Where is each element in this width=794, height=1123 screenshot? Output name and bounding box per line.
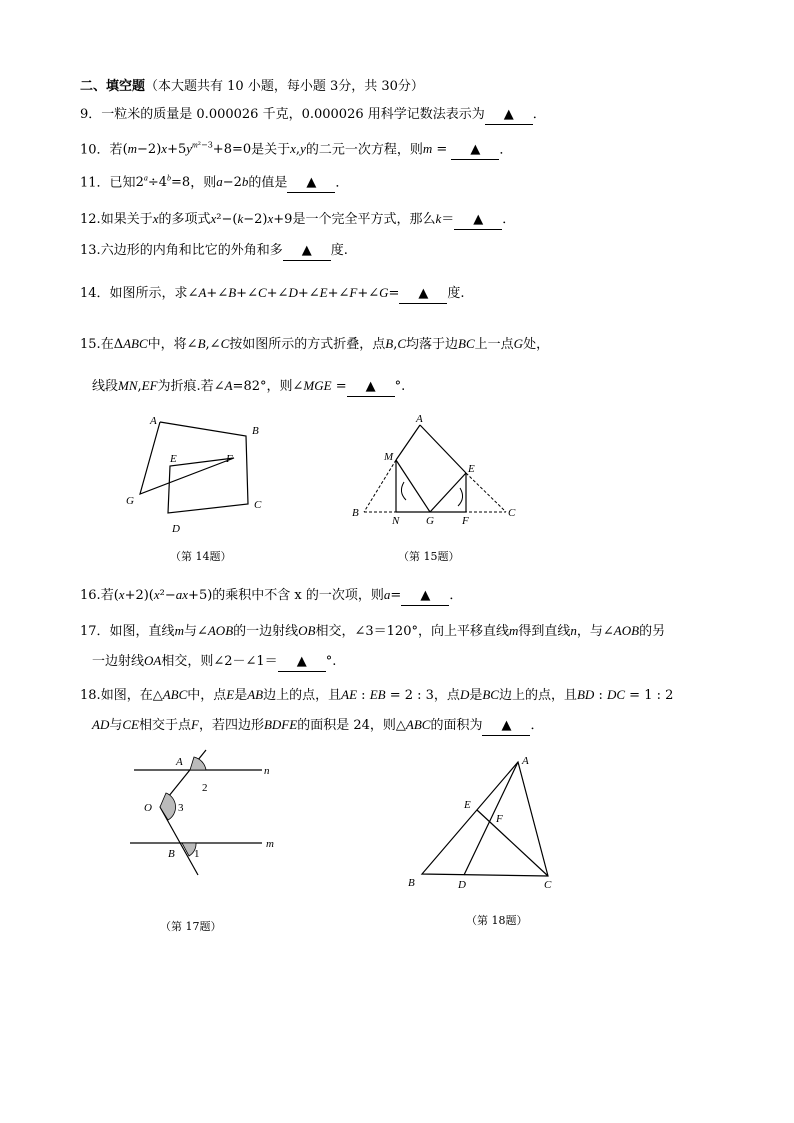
fig14-label: F — [226, 453, 233, 465]
question-text: 的多项式 — [158, 212, 211, 227]
question-text: 如图所示，求 — [109, 286, 188, 301]
math-expression: ∠MGE = — [292, 378, 347, 394]
question-number: 12. — [80, 212, 101, 227]
fig17-label: A — [176, 756, 183, 768]
question-number: 17． — [80, 624, 110, 639]
question-text: 是 — [469, 688, 483, 703]
question-text: 与 — [109, 718, 123, 733]
answer-blank[interactable]: ▲ — [399, 285, 447, 304]
question-text: 与∠ — [183, 624, 208, 639]
fig14-label: B — [252, 425, 259, 437]
fig17-label: B — [168, 848, 175, 860]
answer-blank[interactable]: ▲ — [278, 653, 326, 672]
fig17-label: O — [144, 802, 152, 814]
question-text: ，则 — [266, 379, 293, 394]
question-text: 一粒米的质量是 0.000026 千克，0.000026 用科学记数法表示为 — [101, 107, 485, 122]
question-text: 若 — [100, 588, 114, 603]
fig15-label: G — [426, 515, 434, 527]
question-text: 的另 — [639, 624, 666, 639]
fig17-label: n — [264, 765, 270, 777]
question-17-line2: 一边射线OA相交，则∠2－∠1＝ ▲ °. — [92, 652, 336, 672]
question-10 — [80, 137, 512, 160]
question-text: ，则 — [190, 175, 217, 191]
answer-blank[interactable]: ▲ — [451, 141, 499, 160]
question-text: 是 — [234, 688, 248, 703]
answer-blank[interactable]: ▲ — [283, 242, 331, 261]
question-18: 18.如图，在△ABC中，点E是AB边上的点，且AE : EB = 2 : 3，点D是BC边上的点，且BD : DC = 1 : 2 — [80, 687, 674, 703]
math-expression: BD : DC = 1 : 2 — [576, 687, 674, 703]
answer-blank[interactable]: ▲ — [485, 106, 533, 125]
question-text: ． — [335, 175, 349, 191]
question-text: 是关于 — [251, 142, 291, 158]
math-expression: B,C — [385, 336, 407, 352]
figure-17 — [122, 745, 292, 880]
math-expression: a−2b — [216, 174, 249, 191]
question-text: °. — [394, 379, 406, 394]
section-note: （本大题共有 10 小题，每小题 3分，共 30分） — [145, 79, 424, 94]
question-text: 上一点 — [474, 337, 514, 352]
fold-arrow-icon — [458, 488, 463, 506]
math-expression: (x+2)(x²−ax+5) — [113, 587, 213, 603]
question-text: 相交，则∠2－∠1＝ — [161, 654, 278, 669]
fig18-label: C — [544, 879, 552, 891]
question-text: ． — [449, 588, 463, 603]
question-text: 按如图所示的方式折叠，点 — [229, 337, 386, 352]
question-text: 边上的点，且 — [498, 688, 577, 703]
question-14 — [80, 284, 465, 304]
figure-15 — [348, 410, 528, 535]
question-text: 为折痕.若 — [157, 379, 214, 394]
answer-blank[interactable]: ▲ — [401, 587, 449, 606]
question-text: 一边射线 — [92, 654, 145, 669]
fig15-label: E — [468, 463, 475, 475]
math-expression: m = — [422, 141, 452, 158]
question-text: 如果关于 — [100, 212, 153, 227]
segment-ce — [477, 810, 548, 876]
question-number: 13. — [80, 243, 101, 258]
question-text: 线段 — [92, 379, 119, 394]
question-number: 16. — [80, 588, 101, 603]
math-expression: $2^a\div 4^b=8$ — [135, 174, 191, 191]
math-expression: ∠B,∠C — [186, 336, 230, 352]
answer-blank[interactable]: ▲ — [287, 174, 335, 193]
math-expression: G — [513, 336, 524, 351]
question-text: 度. — [330, 243, 348, 258]
question-text: 的值是 — [248, 175, 288, 191]
question-text: 是一个完全平方式，那么 — [292, 212, 436, 227]
question-text: ． — [499, 142, 513, 158]
math-expression: MN,EF — [118, 378, 158, 394]
question-text: 的乘积中不含 x 的一次项，则 — [212, 588, 384, 603]
question-text: 的面积是 24，则△ — [297, 718, 406, 733]
figure-15-caption: （第 15题） — [398, 550, 460, 563]
question-text: ． — [532, 107, 546, 122]
fig14-label: A — [150, 415, 157, 427]
question-16 — [80, 586, 462, 606]
question-text: 相交于点 — [138, 718, 191, 733]
question-number: 15. — [80, 337, 101, 352]
fig14-label: C — [254, 499, 262, 511]
math-expression: BC — [458, 336, 475, 351]
question-text: ，点 — [433, 688, 460, 703]
question-text: 均落于边 — [406, 337, 459, 352]
question-text: 中，点 — [187, 688, 227, 703]
fig17-label: 2 — [202, 782, 208, 794]
fig15-label: M — [384, 451, 394, 463]
question-text: 已知 — [109, 175, 136, 191]
math-expression: x — [152, 211, 159, 226]
question-11 — [80, 170, 348, 193]
question-text: 如图，直线 — [109, 624, 175, 639]
question-text: 相交，∠3＝120°，向上平移直线 — [315, 624, 509, 639]
question-number: 9． — [80, 107, 102, 122]
angle-2-mark — [190, 757, 206, 770]
question-text: 如图，在△ — [100, 688, 163, 703]
question-text: 六边形的内角和比它的外角和多 — [100, 243, 283, 258]
question-text: 的二元一次方程，则 — [305, 142, 423, 158]
question-13 — [80, 242, 348, 261]
fig18-label: E — [464, 799, 471, 811]
question-number: 11． — [80, 175, 110, 191]
fig15-label: F — [462, 515, 469, 527]
question-15-line2 — [92, 377, 405, 397]
question-text: °. — [325, 654, 337, 669]
fig15-label: C — [508, 507, 516, 519]
question-text: 中，将 — [147, 337, 187, 352]
section-header — [80, 78, 424, 96]
math-expression: k＝ — [435, 211, 455, 227]
answer-blank[interactable]: ▲ — [454, 211, 502, 230]
math-expression: x,y — [290, 141, 306, 158]
angle-3-mark — [160, 793, 176, 820]
fig18-label: F — [496, 813, 503, 825]
figure-14-caption: （第 14题） — [170, 550, 232, 563]
question-text: 的面积为 — [430, 718, 483, 733]
figure-17-caption: （第 17题） — [160, 920, 222, 933]
question-text: ，与∠ — [576, 624, 614, 639]
fig15-label: N — [392, 515, 400, 527]
question-18-line2: AD与CE相交于点F，若四边形BDFE的面积是 24，则△ABC的面积为 ▲ ． — [92, 716, 543, 736]
fig15-label: A — [416, 413, 423, 425]
math-expression: x²−(k−2)x+9 — [210, 211, 293, 227]
question-17: 17．如图，直线m与∠AOB的一边射线OB相交，∠3＝120°，向上平移直线m得到直线n，与∠AOB的另 — [80, 623, 666, 639]
math-expression: ∠A+∠B+∠C+∠D+∠E+∠F+∠G= — [187, 285, 400, 301]
fig14-label: G — [126, 495, 134, 507]
fig17-label: 1 — [194, 848, 200, 860]
figure-18 — [402, 752, 572, 897]
fig14-label: E — [170, 453, 177, 465]
question-text: ． — [530, 718, 544, 733]
fig18-label: B — [408, 877, 415, 889]
math-expression: ΔABC — [113, 336, 148, 352]
question-number: 14． — [80, 286, 110, 301]
segment-ad — [464, 762, 518, 875]
question-text: 得到直线 — [518, 624, 571, 639]
fig17-label: m — [266, 838, 274, 850]
question-text: ． — [502, 212, 516, 227]
ray-ob — [160, 807, 198, 875]
figure-14 — [118, 410, 278, 540]
fold-arrow-icon — [401, 482, 406, 500]
fig14-label: D — [172, 523, 180, 535]
question-15 — [80, 335, 549, 354]
section-title: 二、填空题 — [80, 79, 146, 94]
question-text: ，若四边形 — [198, 718, 264, 733]
question-number: 18. — [80, 688, 101, 703]
question-text: 若 — [109, 142, 123, 158]
question-9 — [80, 106, 546, 125]
fig18-label: D — [458, 879, 466, 891]
question-text: 处， — [523, 337, 550, 352]
answer-blank[interactable]: ▲ — [482, 717, 530, 736]
answer-blank[interactable]: ▲ — [347, 378, 395, 397]
figure-18-caption: （第 18题） — [466, 914, 528, 927]
math-expression: $(m-2)x+5y^{m^2-3}+8=0$ — [122, 141, 252, 158]
question-text: 的一边射线 — [233, 624, 299, 639]
question-number: 10． — [80, 142, 110, 158]
math-expression: AE : EB = 2 : 3 — [341, 687, 434, 703]
fig15-label: B — [352, 507, 359, 519]
math-expression: ∠A=82° — [213, 378, 267, 394]
fig14-star-polygon — [140, 422, 248, 513]
math-expression: a= — [383, 587, 402, 603]
question-text: 在 — [100, 337, 114, 352]
question-text: 边上的点，且 — [263, 688, 342, 703]
fig17-label: 3 — [178, 802, 184, 814]
question-text: 度. — [447, 286, 465, 301]
question-12 — [80, 210, 515, 230]
fig18-label: A — [522, 755, 529, 767]
